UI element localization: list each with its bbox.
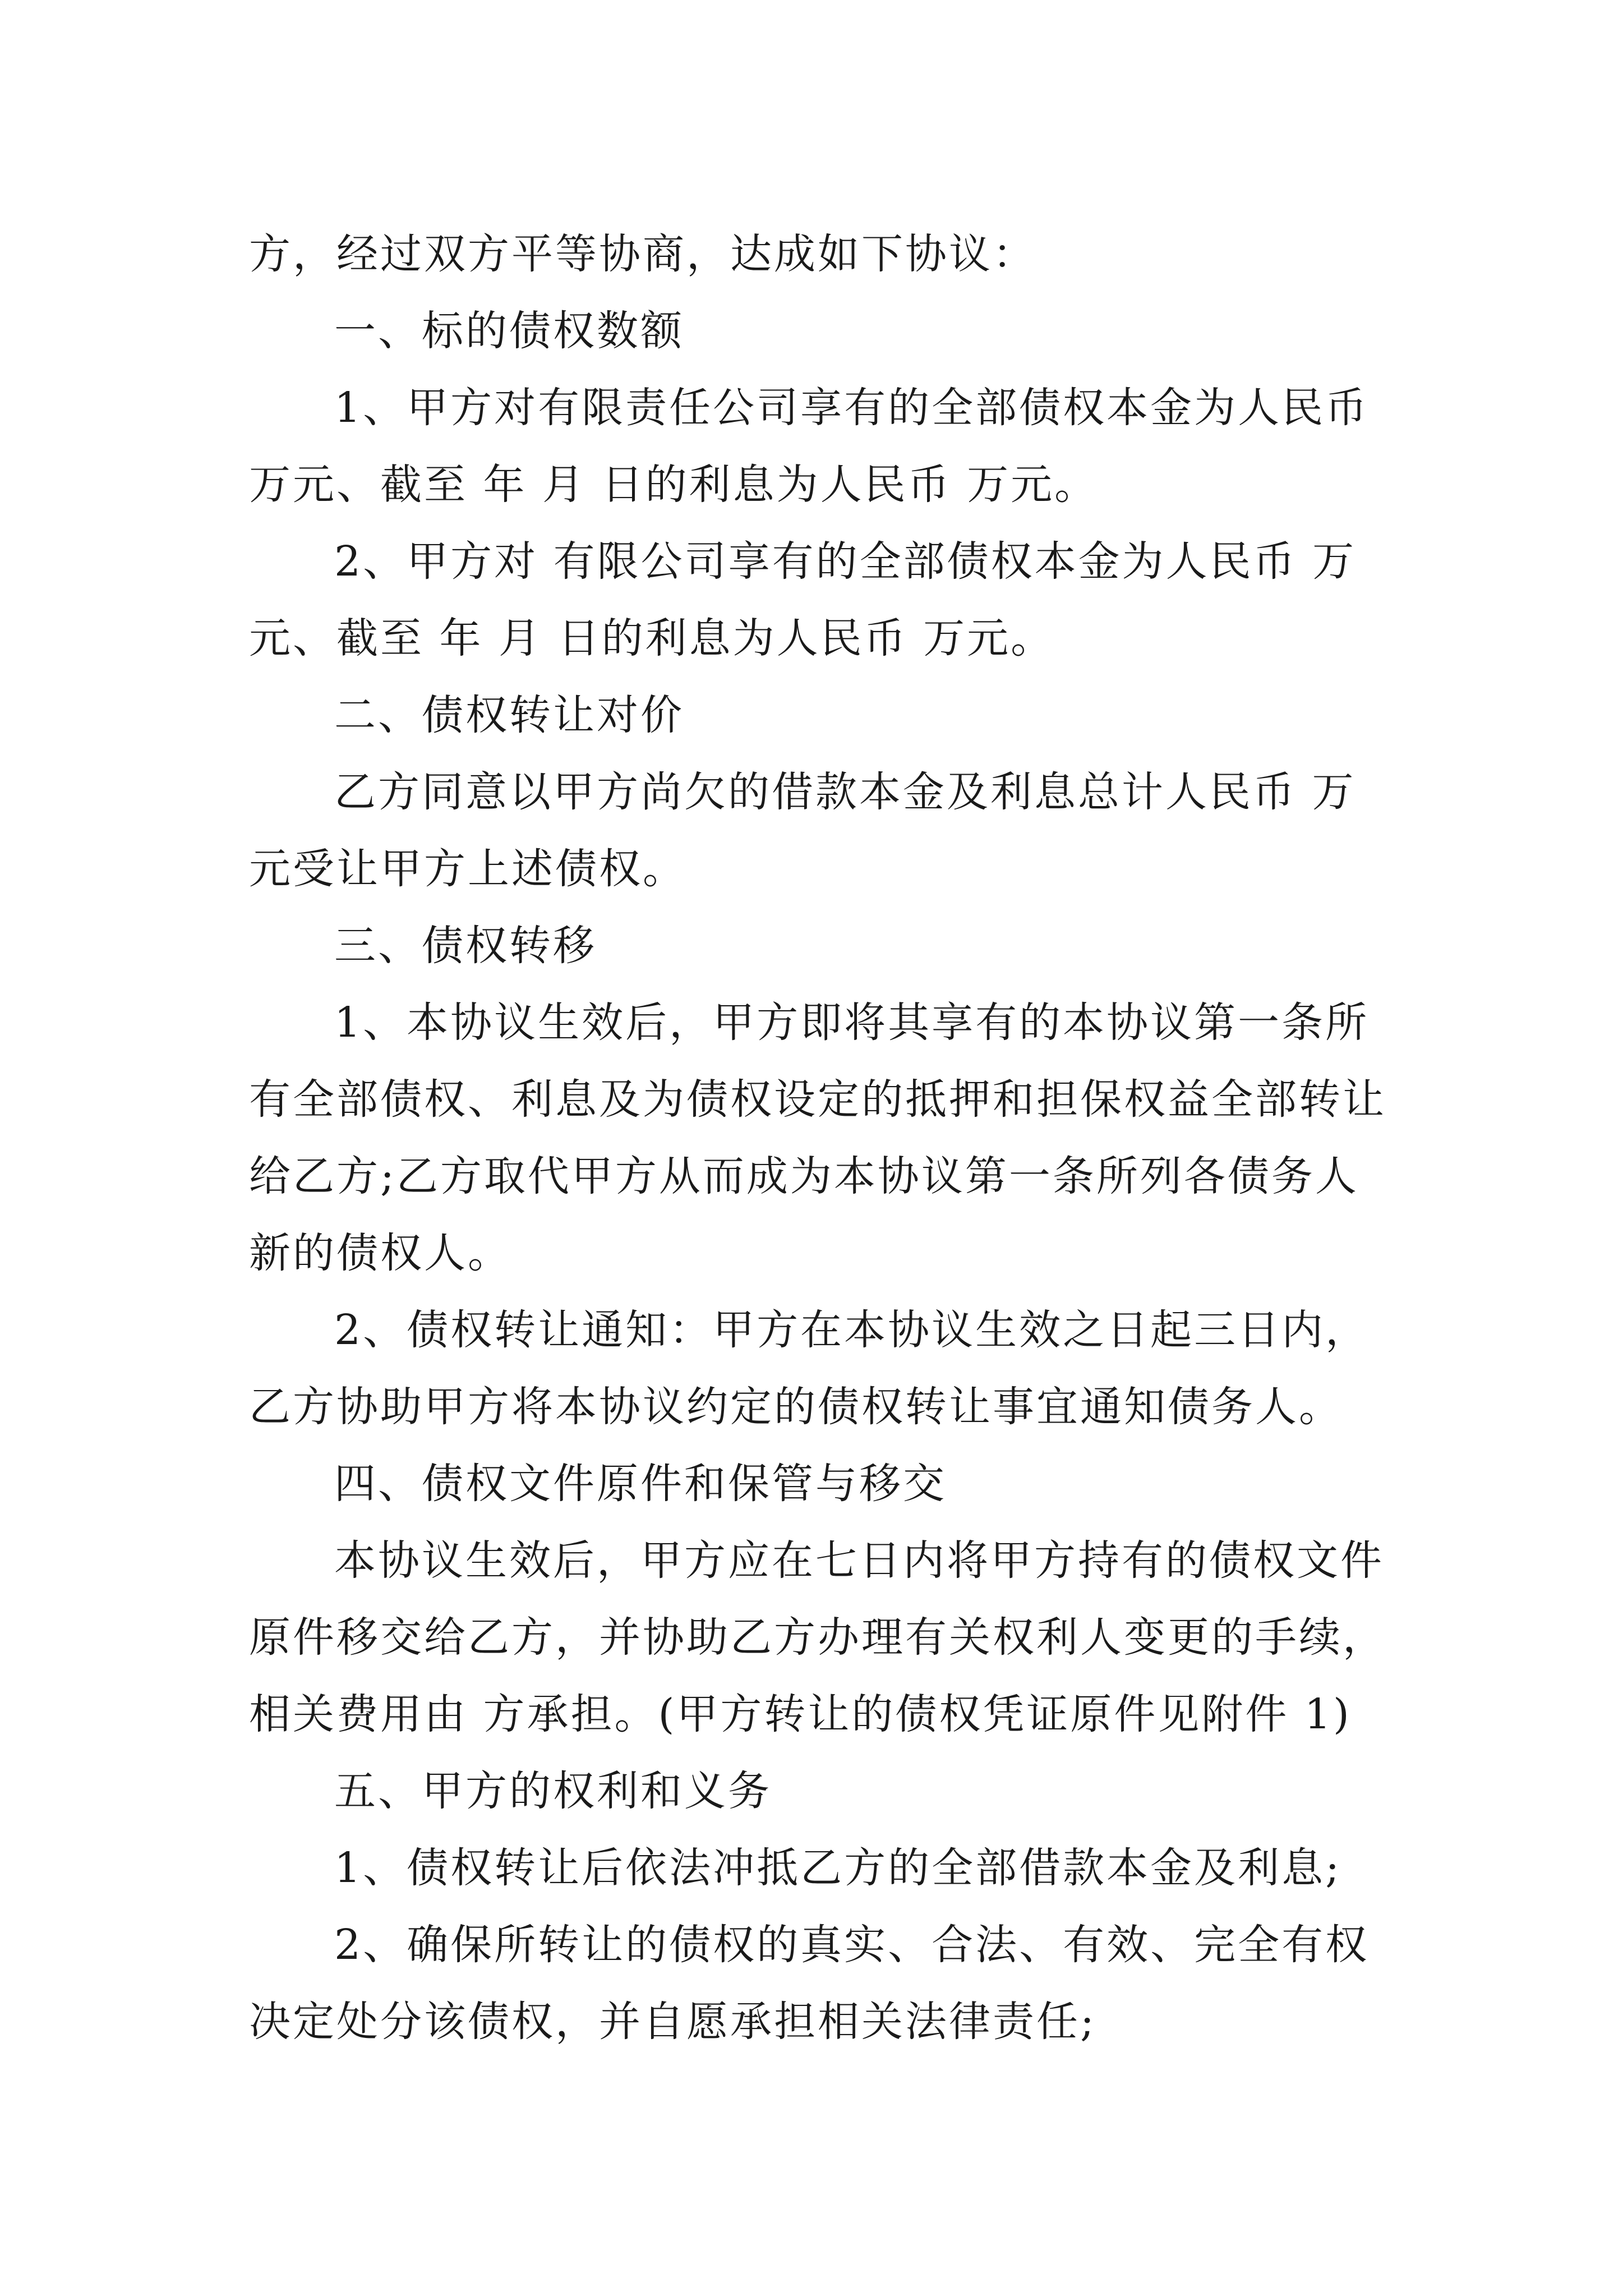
section-heading: 五、甲方的权利和义务 bbox=[334, 1767, 772, 1815]
paragraph-line: 2、确保所转让的债权的真实、合法、有效、完全有权 bbox=[334, 1921, 1370, 1969]
paragraph-line: 决定处分该债权，并自愿承担相关法律责任; bbox=[249, 1998, 1096, 2046]
paragraph-line: 方，经过双方平等协商，达成如下协议： bbox=[249, 230, 1036, 278]
paragraph-line: 元受让甲方上述债权。 bbox=[249, 845, 686, 893]
paragraph-line: 乙方协助甲方将本协议约定的债权转让事宜通知债务人。 bbox=[249, 1383, 1343, 1431]
paragraph-line: 1、本协议生效后，甲方即将其享有的本协议第一条所 bbox=[334, 999, 1370, 1047]
section-heading: 四、债权文件原件和保管与移交 bbox=[334, 1460, 947, 1508]
paragraph-line: 原件移交给乙方，并协助乙方办理有关权利人变更的手续， bbox=[249, 1613, 1386, 1662]
paragraph-line: 给乙方;乙方取代甲方从而成为本协议第一条所列各债务人 bbox=[249, 1152, 1359, 1200]
paragraph-line: 1、债权转让后依法冲抵乙方的全部借款本金及利息; bbox=[334, 1844, 1342, 1892]
paragraph-line: 2、甲方对 有限公司享有的全部债权本金为人民币 万 bbox=[334, 537, 1357, 586]
section-heading: 二、债权转让对价 bbox=[334, 691, 684, 739]
paragraph-line: 有全部债权、利息及为债权设定的抵押和担保权益全部转让 bbox=[249, 1075, 1386, 1124]
paragraph-line: 新的债权人。 bbox=[249, 1229, 511, 1277]
paragraph-line: 1、甲方对有限责任公司享有的全部债权本金为人民币 bbox=[334, 384, 1370, 432]
paragraph-line: 本协议生效后，甲方应在七日内将甲方持有的债权文件 bbox=[334, 1536, 1384, 1585]
paragraph-line: 相关费用由 方承担。(甲方转让的债权凭证原件见附件 1) bbox=[249, 1690, 1352, 1738]
paragraph-line: 万元、截至 年 月 日的利息为人民币 万元。 bbox=[249, 461, 1099, 509]
section-heading: 三、债权转移 bbox=[334, 922, 597, 970]
paragraph-line: 2、债权转让通知：甲方在本协议生效之日起三日内， bbox=[334, 1306, 1370, 1354]
section-heading: 一、标的债权数额 bbox=[334, 307, 684, 355]
document-body bbox=[249, 216, 1387, 2060]
paragraph-line: 元、截至 年 月 日的利息为人民币 万元。 bbox=[249, 614, 1055, 662]
paragraph-line: 乙方同意以甲方尚欠的借款本金及利息总计人民币 万 bbox=[334, 768, 1356, 816]
